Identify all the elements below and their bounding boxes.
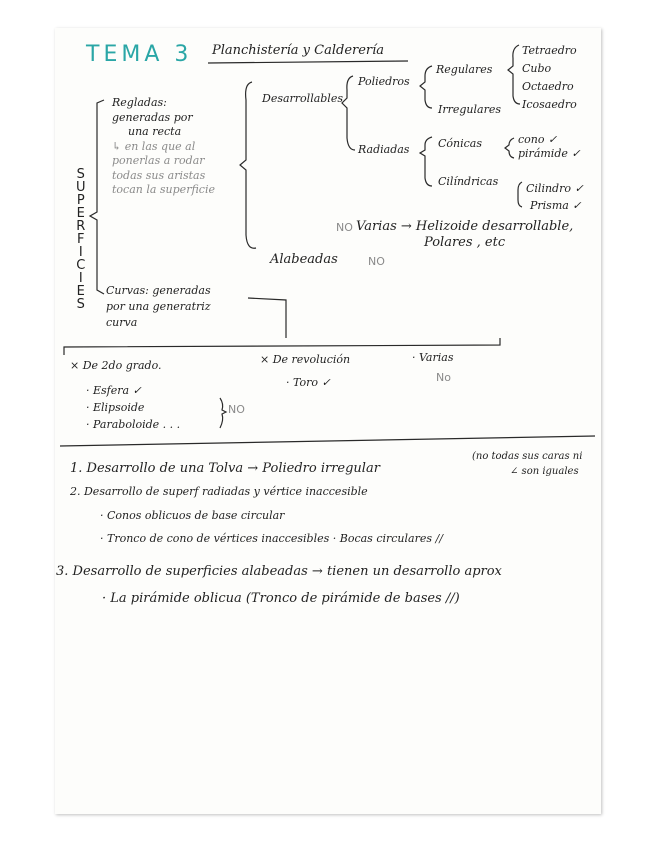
side-label-letter: S <box>76 167 85 182</box>
superficies-bracket <box>90 100 104 294</box>
curvas-connector <box>248 298 286 338</box>
varias-text: Varias → Helizoide desarrollable, <box>356 219 574 234</box>
curvas-text <box>106 283 211 331</box>
page-subtitle: Planchistería y Calderería <box>212 43 385 58</box>
cilindricas-bracket <box>518 182 522 207</box>
regulares-label: Regulares <box>436 63 493 76</box>
radiadas-label: Radiadas <box>358 143 410 156</box>
regular-solid: Octaedro <box>522 80 574 93</box>
segundo-grado-item: · Esfera ✓ <box>86 384 142 397</box>
segundo-grado-list <box>86 382 180 433</box>
irregulares-label: Irregulares <box>438 103 501 116</box>
list-item-1: 1. Desarrollo de una Tolva → Poliedro irregular <box>70 461 380 476</box>
segundo-grado-label: × De 2do grado. <box>70 359 162 372</box>
cilindricas-list <box>526 180 584 214</box>
side-label-letter: R <box>76 219 86 234</box>
varias-no-mark: NO <box>336 221 353 234</box>
alabeadas-label: Alabeadas <box>270 252 338 267</box>
cilindricas-item: Cilindro ✓ <box>526 182 584 195</box>
regladas-text <box>112 96 215 198</box>
cilindricas-item: Prisma ✓ <box>530 199 582 212</box>
segundo-grado-item: · Paraboloide . . . <box>86 418 181 431</box>
conicas-bracket <box>505 138 514 158</box>
list-item-1-note: (no todas sus caras ni <box>472 451 583 462</box>
page-title: TEMA 3 <box>86 42 193 67</box>
poliedros-label: Poliedros <box>358 75 410 88</box>
curvas-line: Curvas: generadas <box>106 284 211 297</box>
desarrollables-label: Desarrollables <box>262 92 343 105</box>
conicas-item: cono ✓ <box>518 133 558 146</box>
cilindricas-label: Cilíndricas <box>438 175 499 188</box>
side-label-letter: E <box>76 284 85 299</box>
side-label-letter: I <box>78 245 83 260</box>
list-item-1-note-cont: ∠ son iguales <box>510 466 579 477</box>
varias-bottom-no-mark: No <box>436 371 451 384</box>
side-label-letter: C <box>76 258 86 273</box>
curvas-line: por una generatriz <box>106 300 211 313</box>
regulares-bracket <box>508 45 520 104</box>
side-label-letter: I <box>78 271 83 286</box>
side-label-letter: F <box>77 232 85 247</box>
regladas-line: todas sus aristas <box>112 168 206 182</box>
curvas-line: curva <box>106 316 138 329</box>
varias-bottom-label: · Varias <box>412 351 454 364</box>
regladas-line: generadas por <box>112 110 193 124</box>
no-brace <box>220 398 226 428</box>
revolucion-label: × De revolución <box>260 353 351 366</box>
poliedros-bracket <box>420 66 432 108</box>
regladas-line: Regladas: <box>112 96 167 109</box>
alabeadas-no-mark: NO <box>368 255 385 268</box>
segundo-grado-item: · Elipsoide <box>86 401 145 414</box>
section-separator <box>60 436 595 446</box>
conicas-list <box>518 133 581 161</box>
list-item-2: 2. Desarrollo de superf radiadas y vértice inaccesible <box>70 485 368 498</box>
regladas-line: tocan la superficie <box>112 183 215 196</box>
side-label-letter: U <box>76 180 86 195</box>
side-label-letter: S <box>76 297 85 312</box>
regladas-bracket <box>240 82 256 248</box>
superficies-vertical-label <box>76 168 86 311</box>
regular-solid: Icosaedro <box>522 98 577 111</box>
regular-solid: Cubo <box>522 62 552 75</box>
regular-solid: Tetraedro <box>522 44 577 57</box>
conicas-item: pirámide ✓ <box>518 147 581 160</box>
side-label-letter: P <box>76 193 85 208</box>
desarrollables-bracket <box>342 76 355 150</box>
list-item-3: 3. Desarrollo de superficies alabeadas → tienen un desarrollo aprox <box>56 564 502 579</box>
regladas-line: ponerlas a rodar <box>112 154 205 167</box>
side-label-letter: E <box>76 206 85 221</box>
list-item-2-sub-2: · Tronco de cono de vértices inaccesibles · Bocas circulares // <box>100 532 443 545</box>
list-item-3-sub-1: · La pirámide oblicua (Tronco de pirámide de bases //) <box>102 591 460 606</box>
title-underline <box>208 61 408 63</box>
conicas-label: Cónicas <box>438 137 483 150</box>
regladas-line: ↳ en las que al <box>112 139 196 153</box>
varias-continued: Polares , etc <box>424 235 506 250</box>
list-item-2-sub-1: · Conos oblicuos de base circular <box>100 509 285 522</box>
regladas-line: una recta <box>128 125 182 138</box>
segundo-grado-no-mark: NO <box>228 403 245 416</box>
regulares-list <box>522 42 577 114</box>
radiadas-bracket <box>420 137 432 186</box>
toro-item: · Toro ✓ <box>286 376 331 389</box>
